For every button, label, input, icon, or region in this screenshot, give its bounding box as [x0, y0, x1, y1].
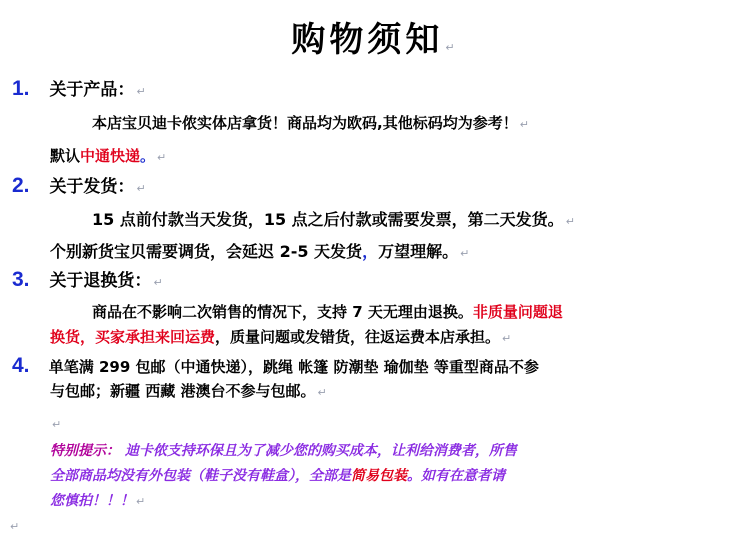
- section4-line2: [50, 380, 327, 401]
- notice-line2-text-a: 全部商品均没有外包装（鞋子没有鞋盒），全部是: [50, 468, 351, 484]
- section3-line1-red: 非质量问题退: [472, 303, 563, 321]
- section2-number: 2.: [12, 174, 30, 197]
- notice-line1: [50, 440, 517, 460]
- paragraph-mark: ↵: [157, 151, 167, 164]
- paragraph-mark: ↵: [565, 215, 575, 228]
- section3-line2: [50, 326, 511, 347]
- paragraph-mark: ↵: [153, 276, 163, 289]
- paragraph-mark: ↵: [136, 495, 146, 508]
- empty-line: [50, 414, 61, 432]
- paragraph-mark: ↵: [460, 247, 470, 260]
- page-title: [0, 12, 750, 61]
- section1-line2-prefix: 默认: [50, 147, 81, 165]
- paragraph-mark: ↵: [136, 182, 146, 195]
- paragraph-mark: ↵: [502, 332, 512, 345]
- section4-line1-text: 单笔满 299 包邮（中通快递），跳绳 帐篷 防潮垫 瑜伽垫 等重型商品不参: [48, 358, 539, 376]
- notice-line3-text: 您慎拍！！！: [50, 493, 134, 509]
- section2-line1: [92, 207, 575, 230]
- paragraph-mark: ↵: [317, 386, 327, 399]
- section4-line1: [12, 354, 539, 378]
- paragraph-mark: ↵: [519, 118, 529, 131]
- section4-number: 4.: [12, 354, 30, 377]
- notice-line2-text-b: 。如有在意者请: [407, 468, 505, 484]
- paragraph-mark: ↵: [445, 41, 459, 54]
- paragraph-mark: ↵: [136, 85, 146, 98]
- section2-line2-text-b: 万望理解。: [378, 242, 459, 261]
- section2-line2-text-a: 个别新货宝贝需要调货，会延迟 2-5 天发货: [50, 242, 363, 261]
- notice-line1-text: 迪卡侬支持环保且为了减少您的购买成本，让利给消费者，所售: [120, 443, 517, 459]
- section3-heading: [12, 266, 163, 292]
- section3-heading-text: 关于退换货：: [49, 271, 152, 291]
- section3-line1: [92, 301, 563, 322]
- section2-line2: [50, 239, 469, 262]
- notice-label: 特别提示：: [50, 443, 120, 459]
- section2-heading-text: 关于发货：: [49, 177, 135, 197]
- section3-line1-text: 商品在不影响二次销售的情况下，支持 7 天无理由退换。: [92, 303, 473, 321]
- paragraph-mark: ↵: [10, 520, 20, 533]
- notice-line3: [50, 490, 145, 510]
- section1-line1-text: 本店宝贝迪卡侬实体店拿货！商品均为欧码,其他标码均为参考！: [92, 114, 518, 132]
- section1-line2: [50, 145, 166, 166]
- section1-line1: [92, 112, 529, 133]
- empty-line: [8, 516, 19, 534]
- notice-line2: [50, 465, 505, 485]
- section1-heading: [12, 75, 146, 101]
- section4-line2-text: 与包邮；新疆 西藏 港澳台不参与包邮。: [50, 382, 316, 400]
- courier-name: 中通快递: [80, 147, 141, 165]
- section3-line2-text: ，质量问题或发错货，往返运费本店承担。: [215, 328, 501, 346]
- paragraph-mark: ↵: [52, 418, 62, 431]
- section3-line2-red: 换货，买家承担来回运费: [50, 328, 216, 346]
- section2-heading: [12, 172, 146, 198]
- section1-line2-end: 。: [140, 147, 156, 165]
- section2-line2-comma: ，: [362, 242, 379, 261]
- title-text: 购物须知: [291, 20, 444, 60]
- section1-number: 1.: [12, 77, 30, 100]
- section1-heading-text: 关于产品：: [49, 80, 135, 100]
- section3-number: 3.: [12, 268, 30, 291]
- simple-packaging-text: 简易包装: [351, 468, 407, 484]
- section2-line1-text: 15 点前付款当天发货，15 点之后付款或需要发票，第二天发货。: [92, 210, 564, 229]
